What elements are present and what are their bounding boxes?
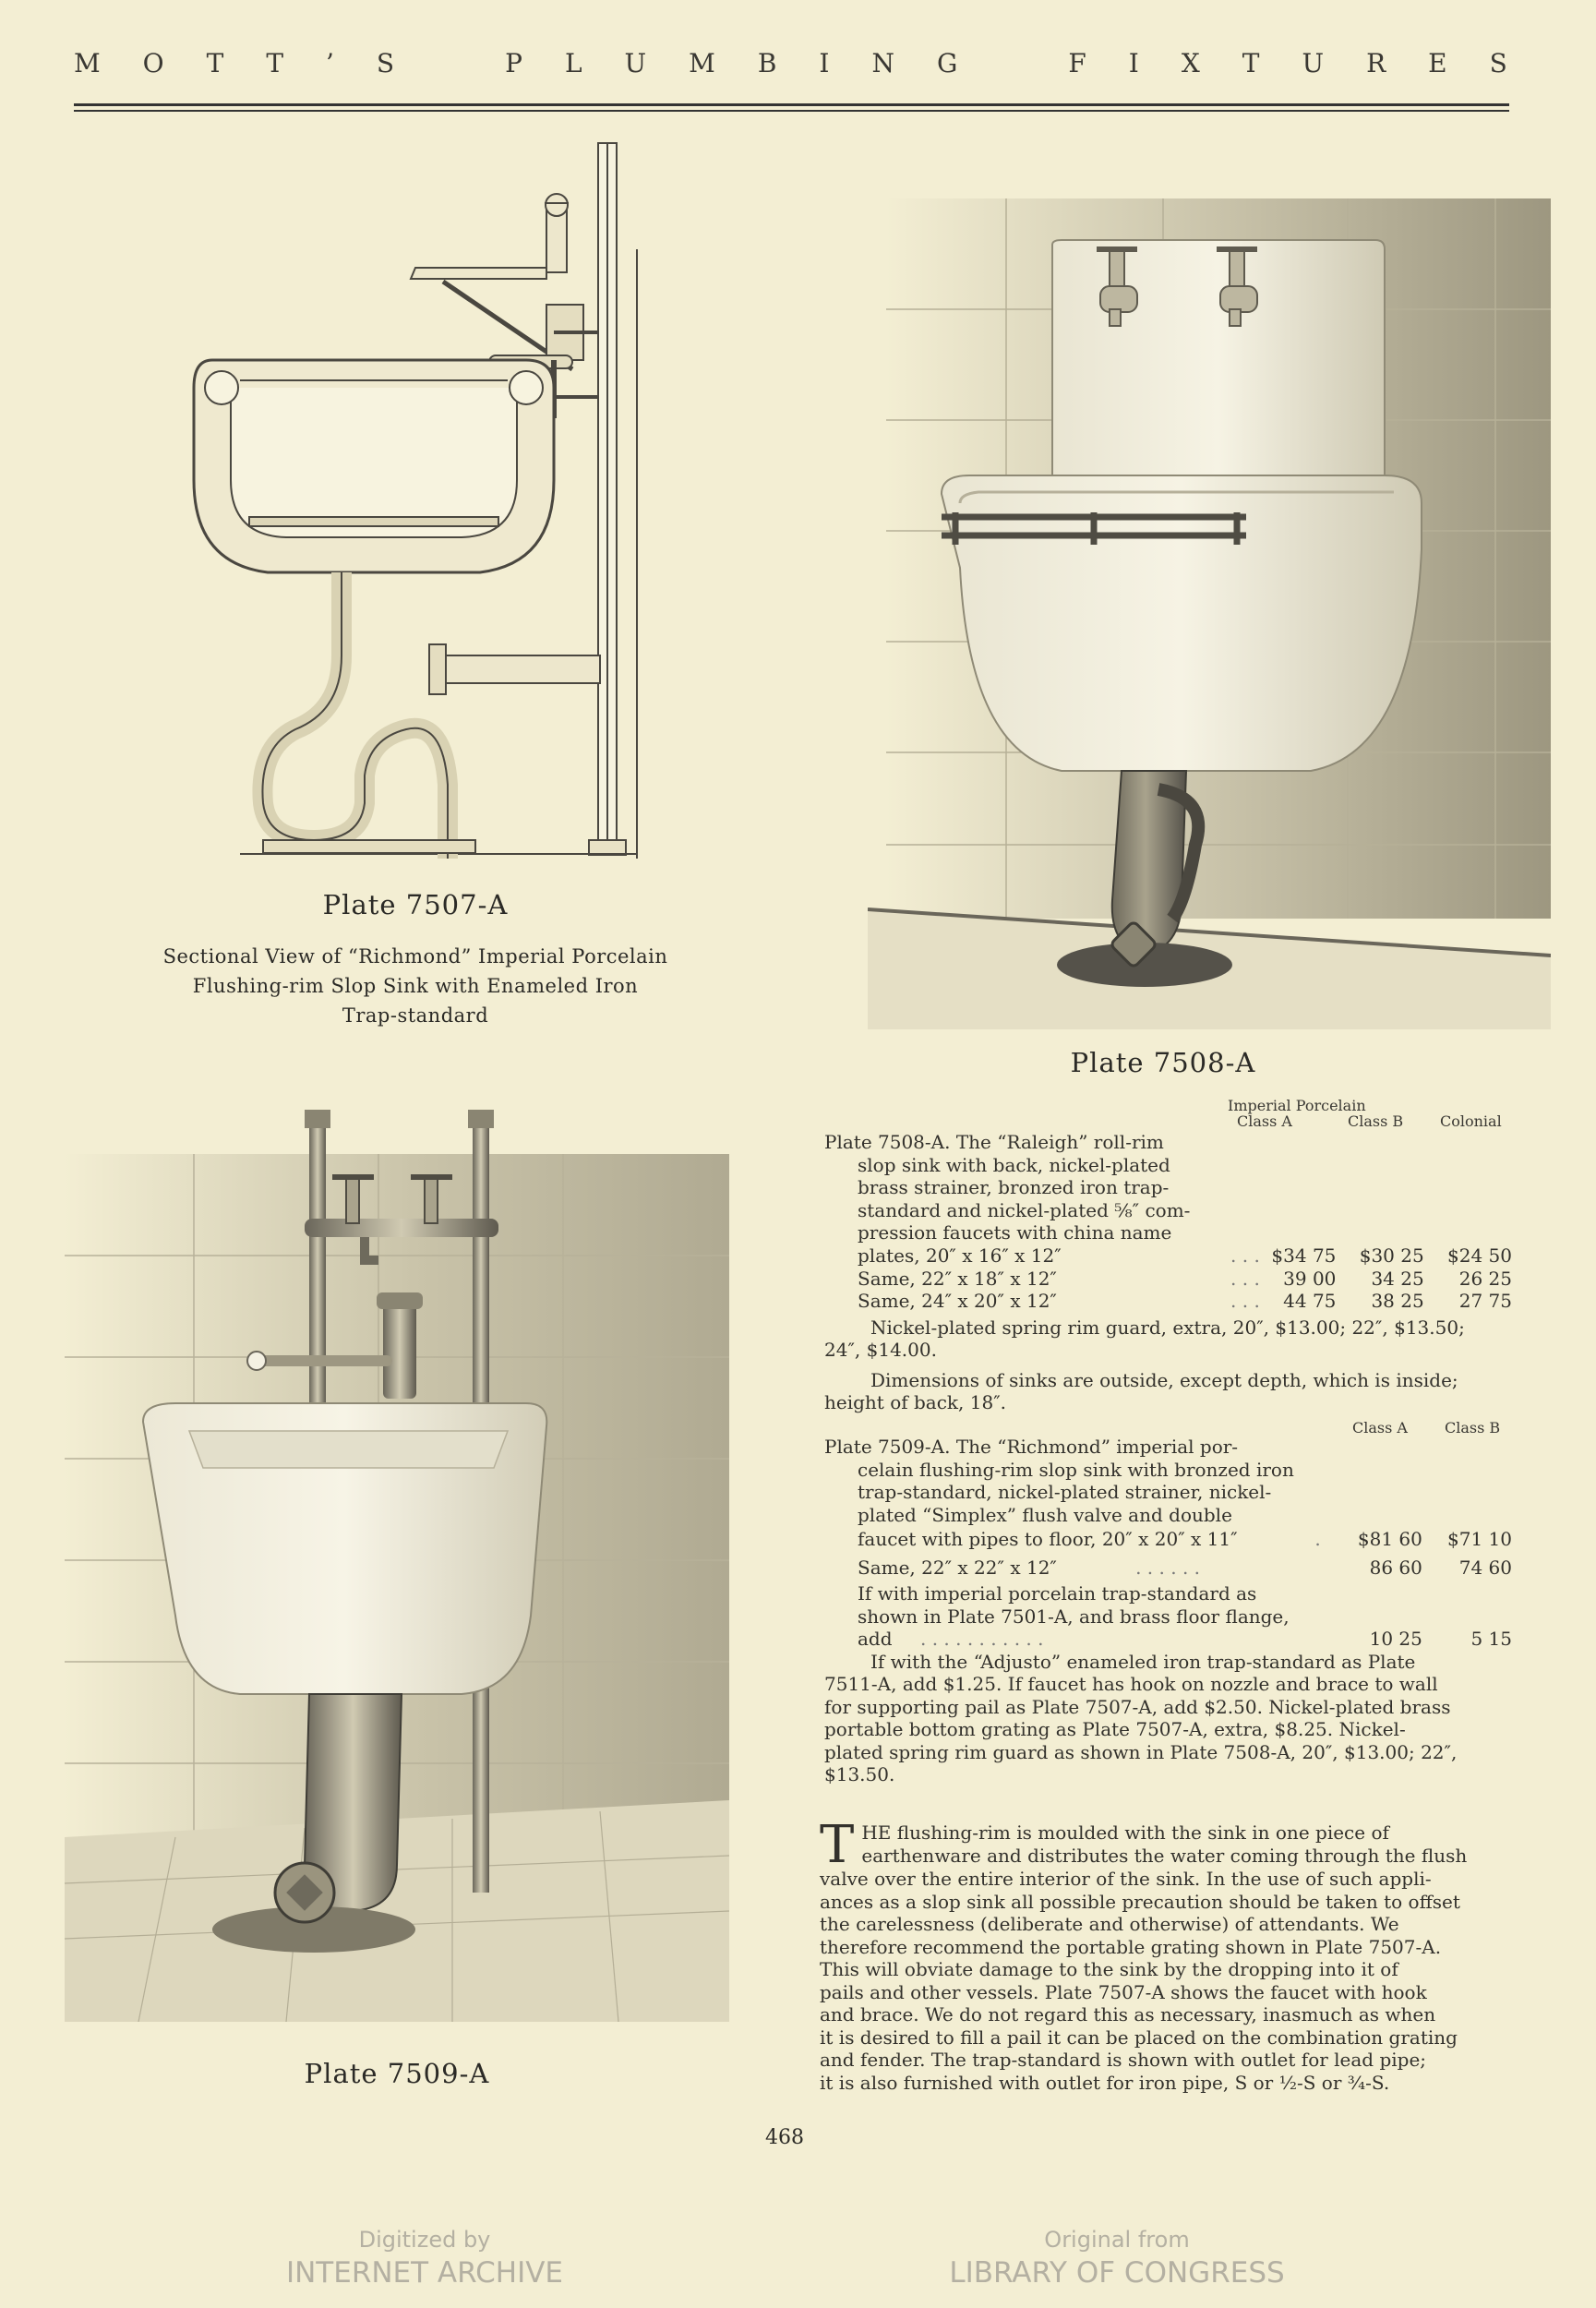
price-class-b: 34 25 xyxy=(1371,1267,1424,1290)
footer-small: Digitized by xyxy=(358,2227,491,2253)
plate-7507-caption: Plate 7507-A xyxy=(322,889,509,920)
plate-7509-illustration xyxy=(28,1099,738,2022)
price-class-b: $30 25 xyxy=(1359,1244,1424,1267)
plate-7508-caption: Plate 7508-A xyxy=(1070,1047,1256,1078)
header-letter: I xyxy=(819,48,832,78)
text-line: If with the “Adjusto” enameled iron trap-standard as Plate xyxy=(870,1650,1416,1673)
description-line: Sectional View of “Richmond” Imperial Porcelain xyxy=(162,945,668,968)
footer-big: LIBRARY OF CONGRESS xyxy=(949,2256,1285,2290)
header-letter: U xyxy=(624,48,649,78)
plate-7508-intro xyxy=(824,1131,1240,1244)
row-label: Same, 22″ x 22″ x 12″ xyxy=(858,1556,1057,1579)
price-colonial: $24 50 xyxy=(1447,1244,1512,1267)
price-class-a: 86 60 xyxy=(1369,1556,1422,1579)
price-colonial: 27 75 xyxy=(1458,1290,1512,1312)
header-letter: X xyxy=(1181,48,1202,78)
text-line: valve over the entire interior of the sink. In the use of such appli- xyxy=(820,1868,1432,1890)
price-class-a: 44 75 xyxy=(1283,1290,1337,1312)
guard-note: Nickel-plated spring rim guard, extra, 20″, $13.00; 22″, $13.50; xyxy=(870,1316,1465,1339)
row-label: plates, 20″ x 16″ x 12″ xyxy=(858,1244,1062,1267)
text-line: slop sink with back, nickel-plated xyxy=(858,1153,1170,1176)
row-label: faucet with pipes to floor, 20″ x 20″ x 11″ xyxy=(858,1528,1238,1550)
column-header: Class B xyxy=(1445,1419,1501,1436)
column-header: Class A xyxy=(1237,1112,1292,1130)
column-headers-7509 xyxy=(1352,1420,1518,1436)
header-rule-thin xyxy=(74,110,1509,112)
plate-7508-price-table xyxy=(824,1244,1512,1414)
header-letter: N xyxy=(871,48,896,78)
table-row: Same, 24″ x 20″ x 12″ . . . 44 75 38 25 27 75 xyxy=(824,1290,1512,1313)
price-class-a: 39 00 xyxy=(1283,1267,1337,1290)
text-line: earthenware and distributes the water coming through the flush xyxy=(861,1844,1468,1867)
original-from-watermark xyxy=(923,2227,1311,2290)
header-letter: T xyxy=(206,48,226,78)
text-line: Plate 7509-A. The “Richmond” imperial por- xyxy=(824,1436,1239,1458)
column-header: Colonial xyxy=(1440,1112,1502,1130)
text-line: it is desired to fill a pail it can be placed on the combination grating xyxy=(820,2026,1458,2049)
table-row: plates, 20″ x 16″ x 12″ . . . $34 75 $30 25 $24 50 xyxy=(824,1244,1512,1268)
header-letter: S xyxy=(376,48,397,78)
text-line: $13.50. xyxy=(824,1763,895,1785)
header-letter: T xyxy=(1242,48,1262,78)
text-line: therefore recommend the portable grating shown in Plate 7507-A. xyxy=(820,1935,1442,1958)
plate-7509-price-table xyxy=(824,1436,1512,1786)
header-rule-thick xyxy=(74,103,1509,106)
header-letter: I xyxy=(1128,48,1141,78)
header-letter: E xyxy=(1428,48,1449,78)
description-paragraph xyxy=(820,1815,1507,2094)
running-header xyxy=(74,48,1509,85)
text-line: for supporting pail as Plate 7507-A, add $2.50. Nickel-plated brass xyxy=(824,1695,1451,1718)
description-line: Trap-standard xyxy=(342,1004,489,1027)
header-letter: F xyxy=(1068,48,1088,78)
plate-7507-description xyxy=(92,942,738,1030)
text-line: the carelessness (deliberate and otherwise) of attendants. We xyxy=(820,1913,1399,1935)
header-letter: M xyxy=(689,48,717,78)
row-label: Same, 22″ x 18″ x 12″ xyxy=(858,1267,1057,1290)
text-line: and fender. The trap-standard is shown with outlet for lead pipe; xyxy=(820,2049,1427,2071)
text-line: standard and nickel-plated ⅝″ com- xyxy=(858,1198,1191,1221)
price-class-b: 5 15 xyxy=(1470,1628,1512,1650)
text-line: brass strainer, bronzed iron trap- xyxy=(858,1176,1170,1198)
digitized-by-watermark xyxy=(240,2227,609,2290)
header-letter: U xyxy=(1302,48,1326,78)
dimensions-note: height of back, 18″. xyxy=(824,1391,1007,1413)
dimensions-note: Dimensions of sinks are outside, except depth, which is inside; xyxy=(870,1368,1458,1391)
header-letter: G xyxy=(936,48,960,78)
text-line: portable bottom grating as Plate 7507-A, extra, $8.25. Nickel- xyxy=(824,1718,1406,1740)
text-line: This will obviate damage to the sink by the dropping into it of xyxy=(820,1958,1398,1980)
text-line: plated spring rim guard as shown in Plate 7508-A, 20″, $13.00; 22″, xyxy=(824,1740,1458,1763)
text-line: Plate 7508-A. The “Raleigh” roll-rim xyxy=(824,1131,1164,1153)
plate-7508-illustration xyxy=(868,198,1551,1029)
price-class-a: $34 75 xyxy=(1271,1244,1337,1267)
header-letter: B xyxy=(757,48,779,78)
page-number: 468 xyxy=(765,2126,804,2149)
header-letter: P xyxy=(505,48,524,78)
price-class-b: 38 25 xyxy=(1371,1290,1424,1312)
header-letter: O xyxy=(142,48,166,78)
guard-note: 24″, $14.00. xyxy=(824,1339,937,1361)
header-letter: R xyxy=(1366,48,1388,78)
text-line: If with imperial porcelain trap-standard as xyxy=(858,1582,1257,1605)
text-line: ances as a slop sink all possible precaution should be taken to offset xyxy=(820,1890,1460,1913)
header-letter: M xyxy=(74,48,102,78)
column-header: Class A xyxy=(1352,1419,1408,1436)
text-line: pression faucets with china name xyxy=(858,1221,1172,1244)
row-label: Same, 24″ x 20″ x 12″ xyxy=(858,1290,1057,1312)
footer-big: INTERNET ARCHIVE xyxy=(285,2256,564,2290)
row-label: add xyxy=(858,1628,893,1650)
text-line: pails and other vessels. Plate 7507-A shows the faucet with hook xyxy=(820,1980,1427,2003)
text-line: HE flushing-rim is moulded with the sink in one piece of xyxy=(861,1821,1389,1844)
text-line: celain flushing-rim slop sink with bronzed iron xyxy=(858,1458,1294,1481)
text-line: it is also furnished with outlet for iron pipe, S or ½-S or ¾-S. xyxy=(820,2071,1390,2094)
table-row: Same, 22″ x 18″ x 12″ . . . 39 00 34 25 26 25 xyxy=(824,1268,1512,1291)
price-class-a: 10 25 xyxy=(1369,1628,1422,1650)
footer-small: Original from xyxy=(1044,2227,1190,2253)
text-line: shown in Plate 7501-A, and brass floor flange, xyxy=(858,1605,1290,1628)
column-headers-7508 xyxy=(1237,1113,1514,1129)
price-class-a: $81 60 xyxy=(1357,1528,1422,1550)
text-line: trap-standard, nickel-plated strainer, nickel- xyxy=(858,1481,1272,1503)
column-header: Class B xyxy=(1348,1112,1404,1130)
description-line: Flushing-rim Slop Sink with Enameled Iron xyxy=(192,975,639,997)
header-letter: L xyxy=(564,48,584,78)
text-line: 7511-A, add $1.25. If faucet has hook on nozzle and brace to wall xyxy=(824,1673,1438,1695)
table-row: Same, 22″ x 22″ x 12″ . . . . . . 86 60 74 60 xyxy=(824,1557,1512,1580)
plate-7507-illustration xyxy=(185,138,646,868)
table-row: faucet with pipes to floor, 20″ x 20″ x 11″ . $81 60 $71 10 xyxy=(824,1528,1512,1551)
plate-7509-caption: Plate 7509-A xyxy=(304,2058,490,2089)
header-letter: T xyxy=(266,48,286,78)
text-line: and brace. We do not regard this as necessary, inasmuch as when xyxy=(820,2003,1436,2026)
header-letter: S xyxy=(1489,48,1509,78)
price-class-b: 74 60 xyxy=(1458,1556,1512,1579)
price-colonial: 26 25 xyxy=(1458,1267,1512,1290)
header-letter: ’ xyxy=(326,48,336,78)
price-class-b: $71 10 xyxy=(1447,1528,1512,1550)
column-header-imperial-porcelain: Imperial Porcelain xyxy=(1228,1097,1366,1114)
drop-cap: T xyxy=(820,1815,855,1875)
table-row: add . . . . . . . . . . . 10 25 5 15 xyxy=(824,1628,1512,1651)
text-line: plated “Simplex” flush valve and double xyxy=(858,1503,1232,1526)
